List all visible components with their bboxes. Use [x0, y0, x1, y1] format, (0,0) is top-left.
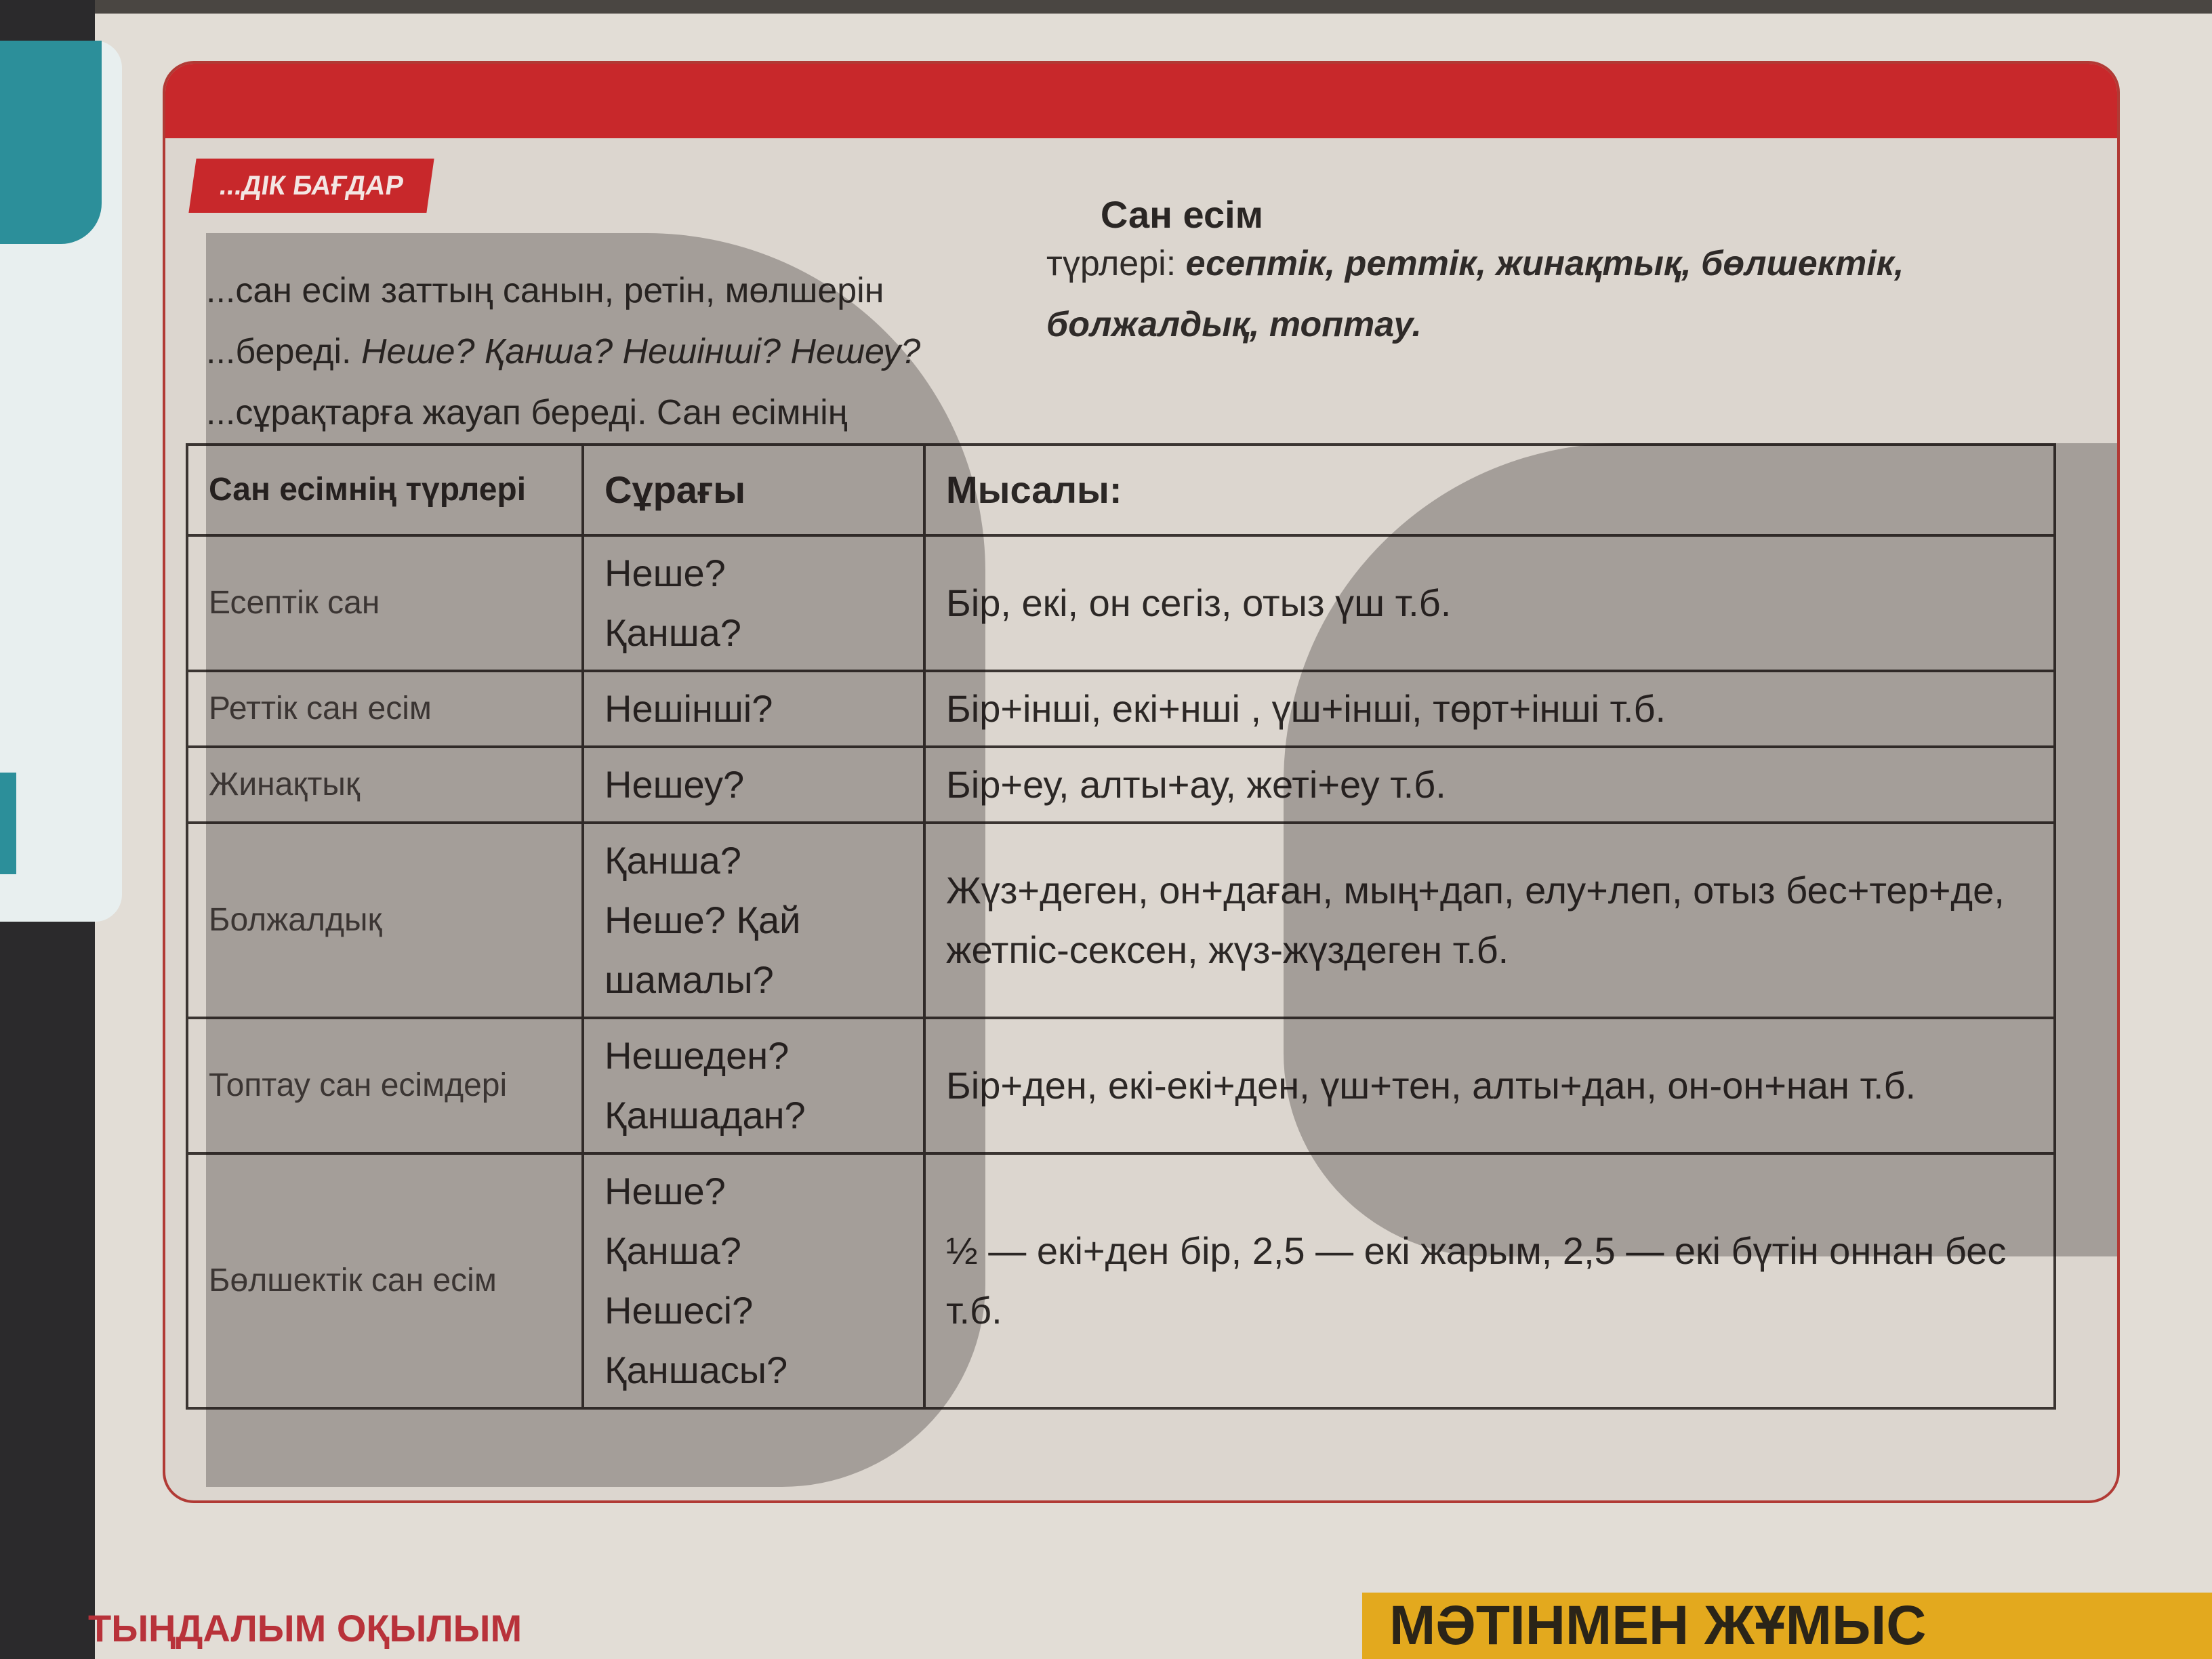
header-example: Мысалы:: [924, 445, 2055, 535]
info-card: [163, 61, 2120, 1503]
section-label: ...ДІК БАҒДАР: [188, 159, 434, 213]
row-example: Бір+інші, екі+нші , үш+інші, төрт+інші т.б.: [924, 671, 2055, 747]
table-row: [187, 535, 2055, 671]
row-example: ½ — екі+ден бір, 2,5 — екі жарым, 2,5 — екі бүтін оннан бес т.б.: [924, 1153, 2055, 1408]
row-question: Нешеу?: [583, 747, 924, 823]
table-row: [187, 823, 2055, 1018]
row-question: Нешінші?: [583, 671, 924, 747]
table-row: [187, 747, 2055, 823]
row-example: Бір+еу, алты+ау, жеті+еу т.б.: [924, 747, 2055, 823]
intro-types: [1046, 233, 1995, 355]
row-type: Реттік сан есім: [187, 671, 583, 747]
footer-listening-reading: ТЫҢДАЛЫМ ОҚЫЛЫМ: [88, 1607, 523, 1650]
table-row: [187, 1018, 2055, 1153]
previous-page-edge: [0, 41, 122, 922]
row-question: Неше? Қанша? Нешесі? Қаншасы?: [583, 1153, 924, 1408]
intro-line-1: ...сан есім заттың санын, ретін, мөлшерін: [206, 271, 884, 310]
table-row: [187, 1153, 2055, 1408]
row-question: Қанша? Неше? Қай шамалы?: [583, 823, 924, 1018]
card-title: Сан есім: [1100, 193, 1264, 236]
numeral-types-table: [186, 443, 2056, 1410]
row-example: Жүз+деген, он+даған, мың+дап, елу+леп, отыз бес+тер+де, жетпіс-сексен, жүз-жүздеген т.б.: [924, 823, 2055, 1018]
intro-line-2: ...береді. Неше? Қанша? Нешінші? Нешеу?: [206, 332, 921, 371]
table-header-row: [187, 445, 2055, 535]
footer-text-work: МӘТІНМЕН ЖҰМЫС: [1362, 1593, 2212, 1659]
teal-decoration: [0, 41, 102, 244]
intro-line-3: ...сұрақтарға жауап береді. Сан есімнің: [206, 393, 848, 432]
row-type: Жинақтық: [187, 747, 583, 823]
table-row: [187, 671, 2055, 747]
row-type: Болжалдық: [187, 823, 583, 1018]
red-header-band: [165, 64, 2117, 138]
teal-tab: [0, 773, 16, 874]
row-question: Неше? Қанша?: [583, 535, 924, 671]
table-body: [187, 535, 2055, 1408]
row-question: Нешеден? Қаншадан?: [583, 1018, 924, 1153]
types-list: есептік, реттік, жинақтық, бөлшектік, болжалдық, топтау.: [1046, 244, 1904, 344]
row-example: Бір, екі, он сегіз, отыз үш т.б.: [924, 535, 2055, 671]
intro-text: [206, 260, 1006, 443]
types-label: түрлері:: [1046, 244, 1186, 283]
header-types: Сан есімнің түрлері: [187, 445, 583, 535]
header-question: Сұрағы: [583, 445, 924, 535]
row-type: Бөлшектік сан есім: [187, 1153, 583, 1408]
row-type: Топтау сан есімдері: [187, 1018, 583, 1153]
row-example: Бір+ден, екі-екі+ден, үш+тен, алты+дан, он-он+нан т.б.: [924, 1018, 2055, 1153]
row-type: Есептік сан: [187, 535, 583, 671]
intro-questions: Неше? Қанша? Нешінші? Нешеу?: [361, 332, 921, 371]
